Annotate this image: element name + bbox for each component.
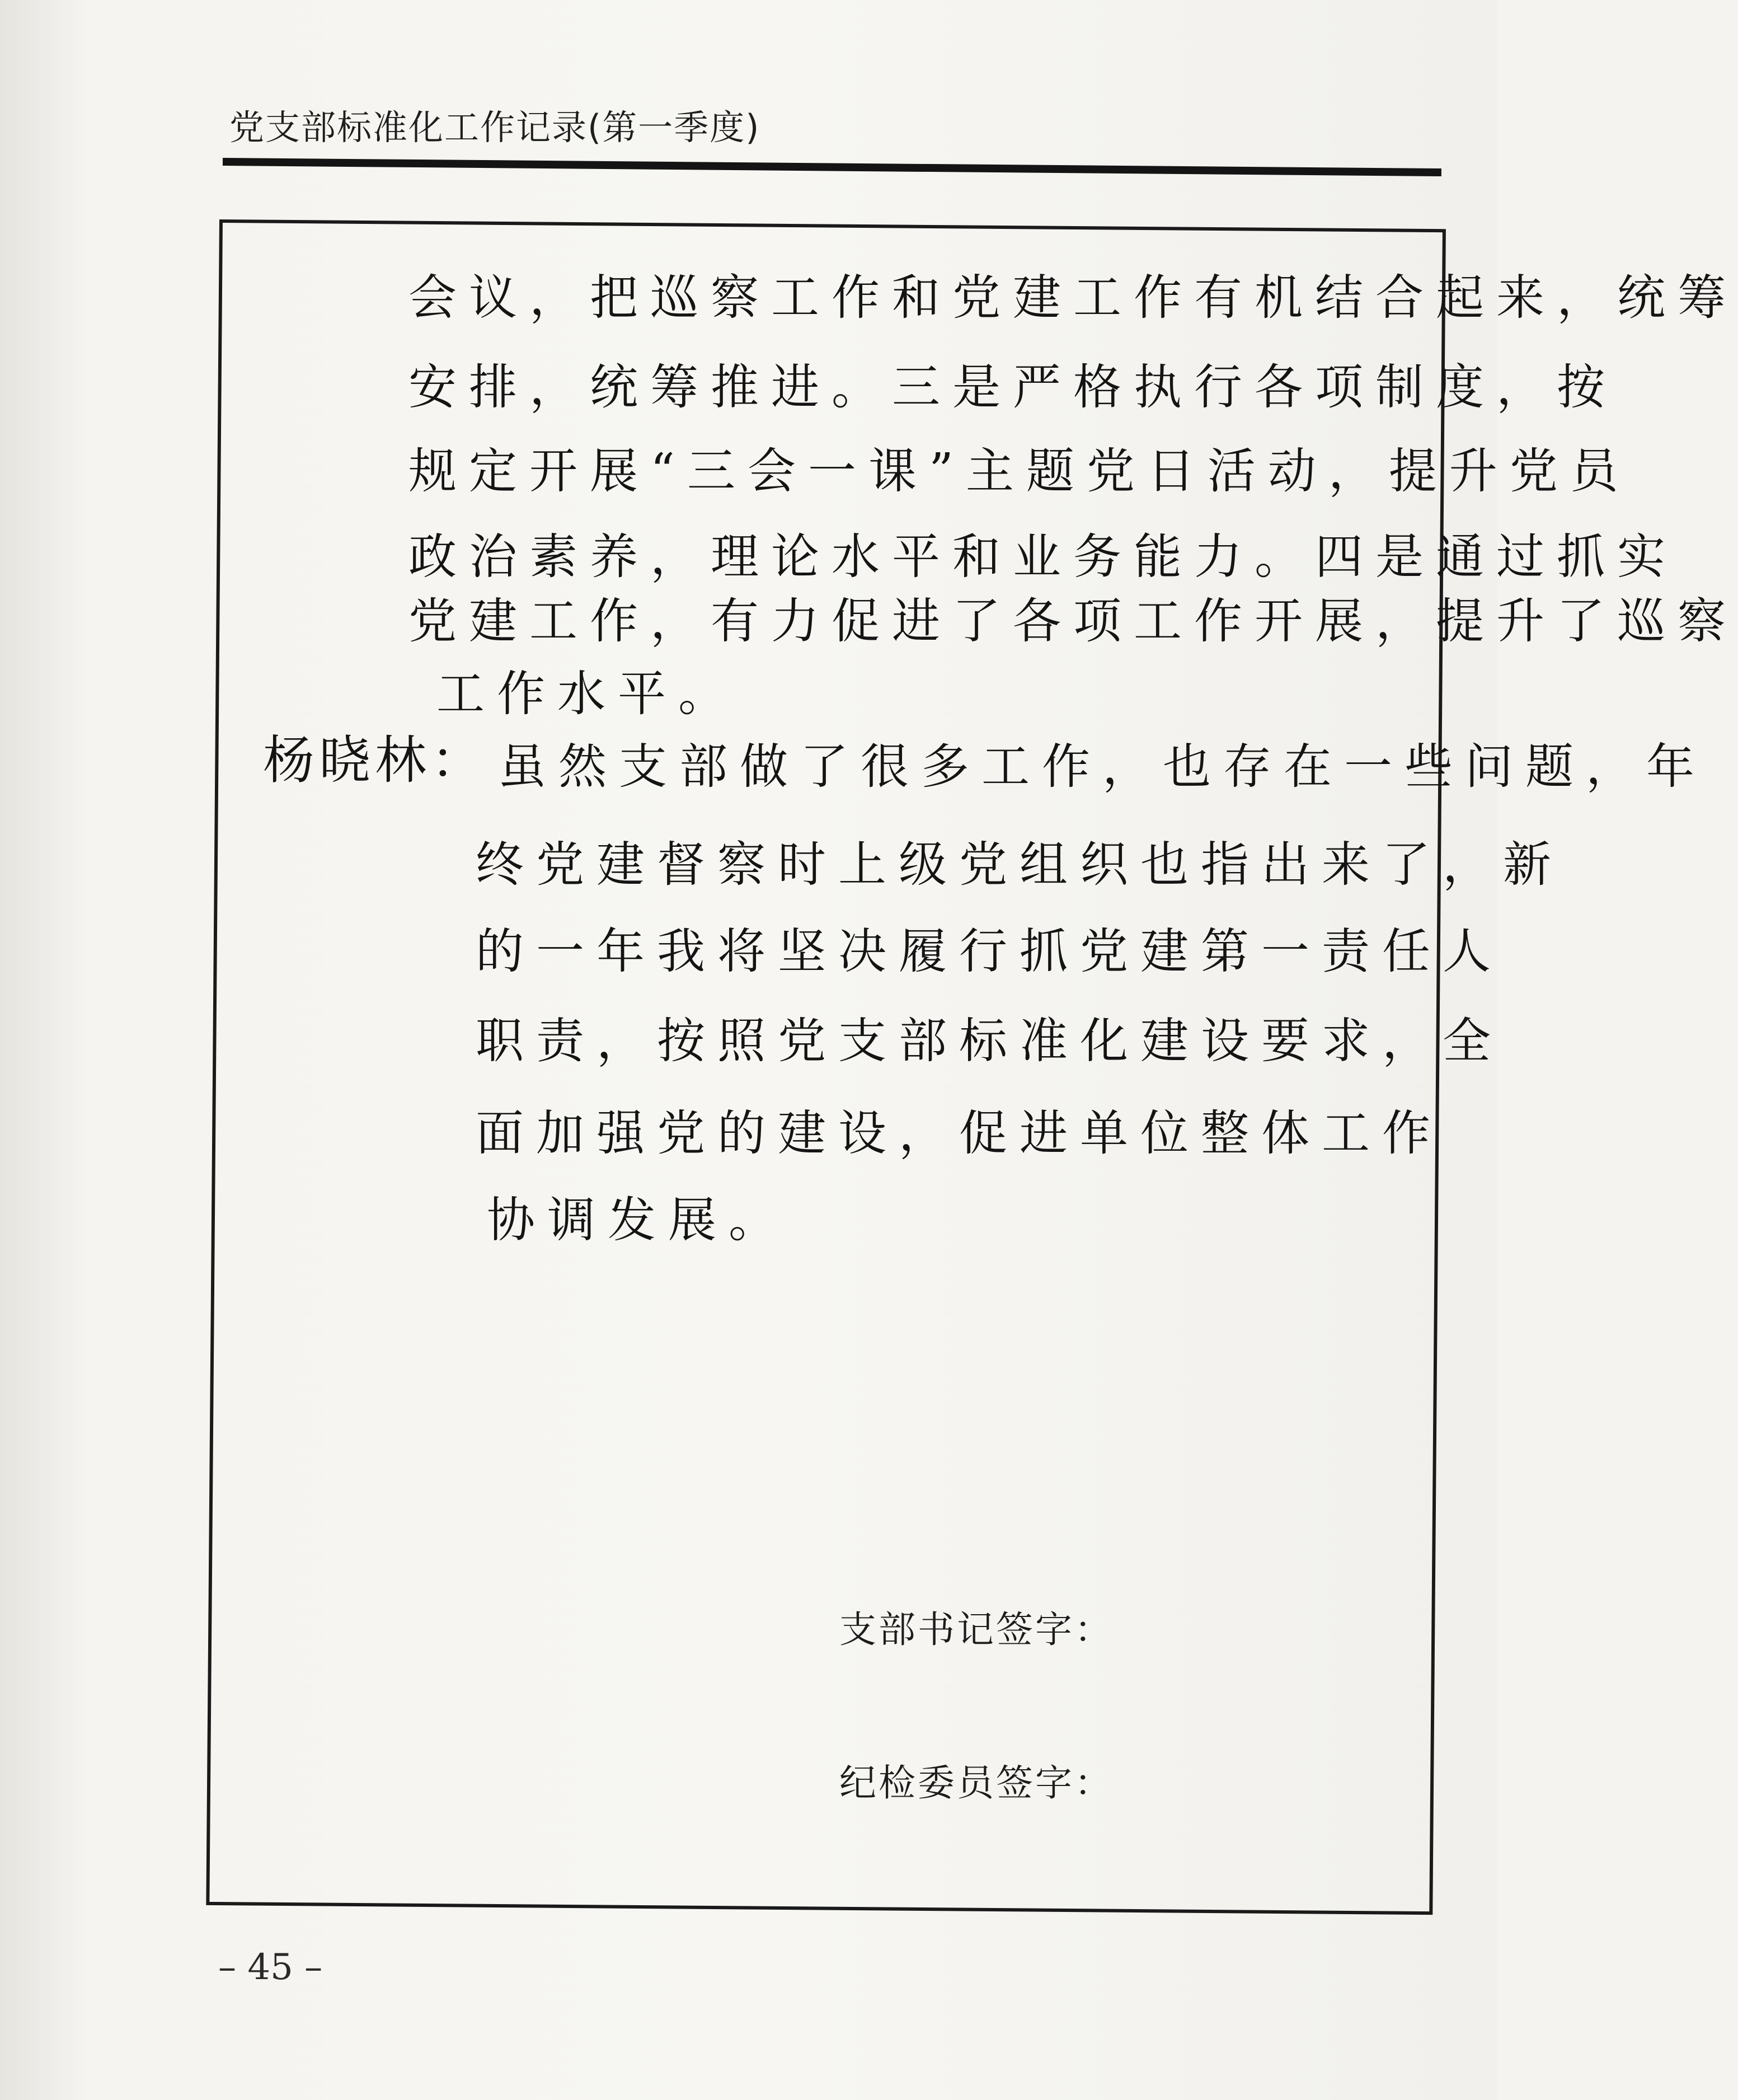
handwritten-line: 协调发展。 [487,1192,789,1248]
handwritten-line: 工作水平。 [436,666,739,722]
handwritten-line: 虽然支部做了很多工作，也存在一些问题，年 [498,739,1707,795]
handwritten-line: 终党建督察时上级党组织也指出来了，新 [476,837,1563,893]
handwritten-line: 安排，统筹推进。三是严格执行各项制度，按 [408,359,1617,415]
handwritten-line: 规定开展“三会一课”主题党日活动，提升党员 [408,443,1631,499]
page-header-title: 党支部标准化工作记录(第一季度) [229,107,760,148]
handwritten-line: 职责，按照党支部标准化建设要求，全 [476,1013,1503,1069]
page-number: – 45 – [218,1947,323,1988]
handwritten-line: 党建工作，有力促进了各项工作开展，提升了巡察 [408,593,1738,649]
secretary-signature-label: 支部书记签字： [839,1608,1114,1651]
handwritten-line: 会议，把巡察工作和党建工作有机结合起来，统筹 [408,270,1738,326]
handwritten-line: 的一年我将坚决履行抓党建第一责任人 [476,924,1503,979]
inspector-signature-label: 纪检委员签字： [839,1761,1114,1804]
handwritten-line: 面加强党的建设，促进单位整体工作 [476,1105,1443,1161]
handwritten-line: 政治素养，理论水平和业务能力。四是通过抓实 [408,529,1678,585]
speaker-name: 杨晓林： [263,730,487,790]
